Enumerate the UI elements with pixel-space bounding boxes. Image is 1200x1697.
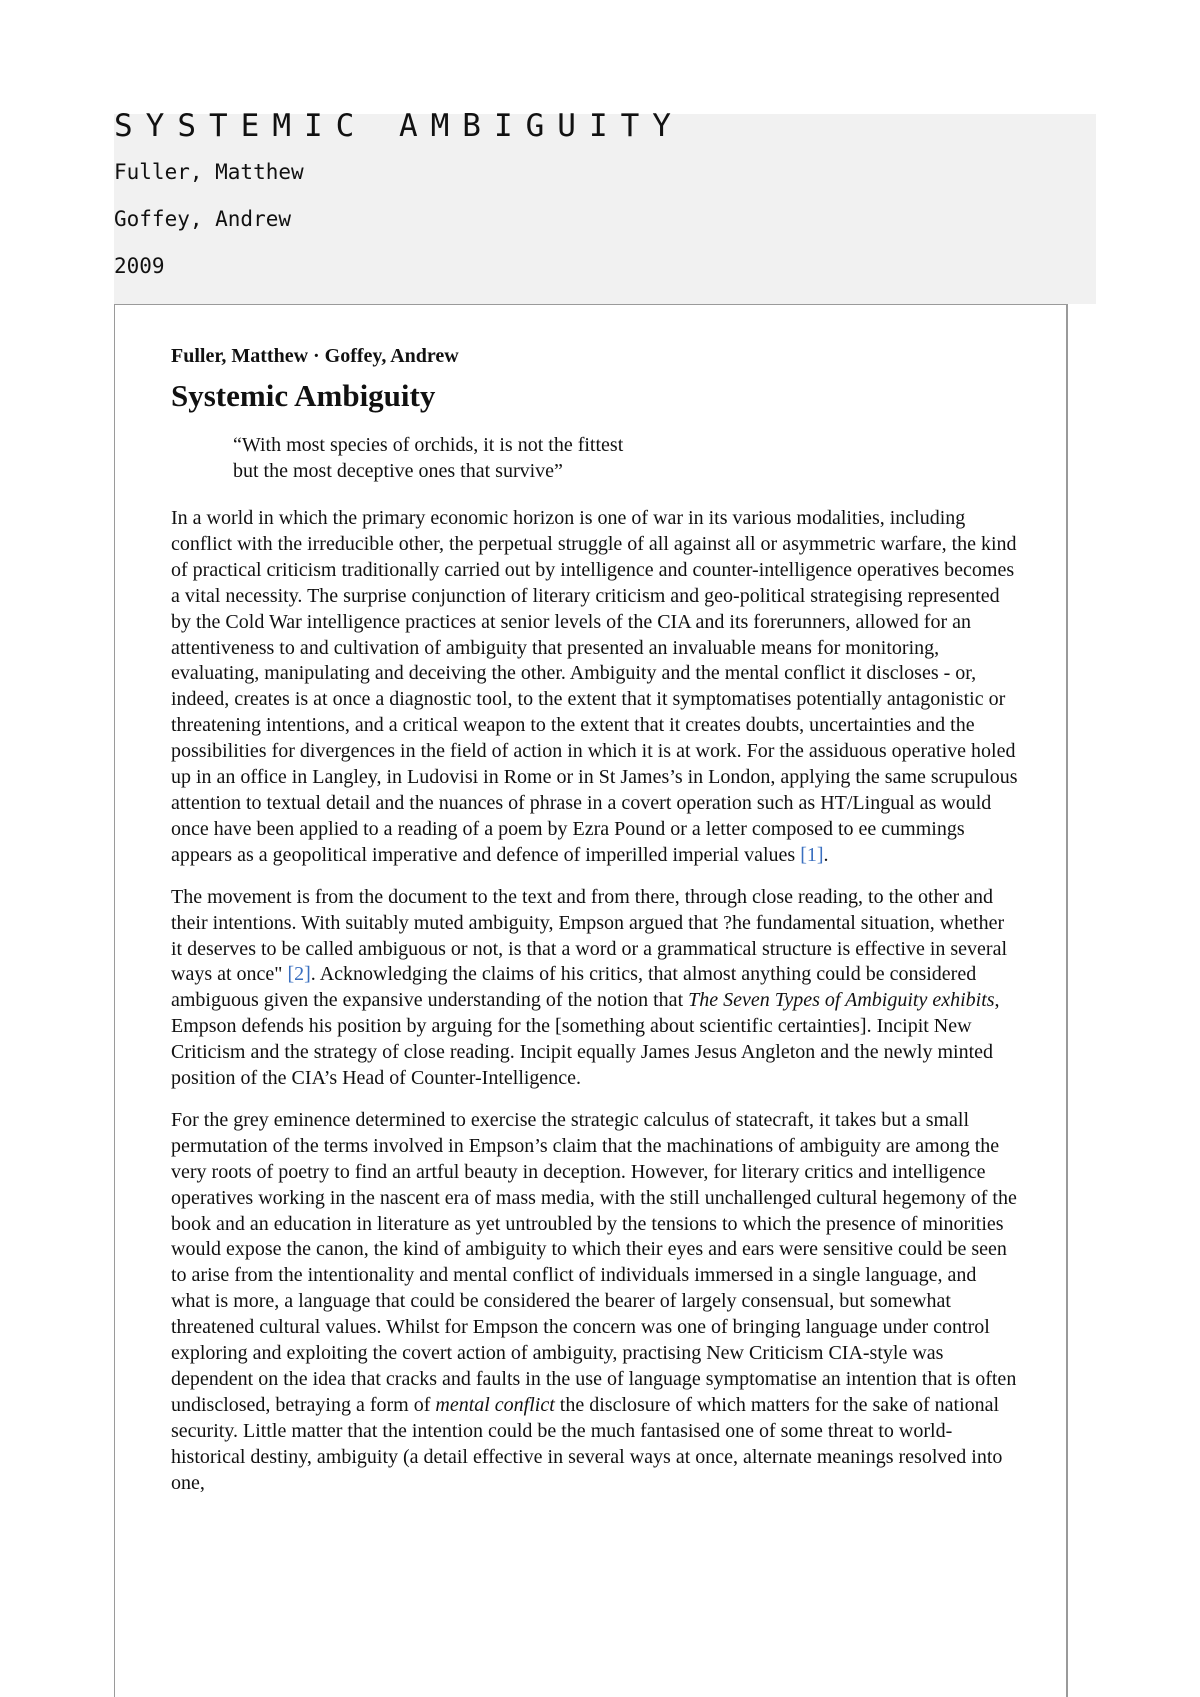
paragraph-1 [171, 506, 1019, 869]
page-title: SYSTEMIC AMBIGUITY [114, 108, 684, 144]
paragraph-2 [171, 885, 1019, 1092]
paragraph-2-text-b: . Acknowledging the claims of his critics, that almost anything could be considered ambiguous given the expansive understanding of the notion that [171, 963, 977, 1012]
footnote-link-2[interactable]: [2] [287, 963, 311, 986]
author-1: Fuller, Matthew [114, 160, 304, 184]
paragraph-1-end: . [823, 843, 829, 866]
emphasis-mental-conflict: mental conflict [435, 1393, 555, 1416]
epigraph-line-2: but the most deceptive ones that survive” [233, 460, 563, 482]
paragraph-3 [171, 1108, 1019, 1497]
document-body [171, 345, 1019, 1513]
epigraph [233, 432, 1019, 484]
paragraph-2-text-a: The movement is from the document to the text and from there, through close reading, to the other and their intentions. With suitably muted ambiguity, Empson argued that ?he fundamental situation, whether it deserves to be called ambiguous or not, is that a word or a grammatical structure is effective in several ways at once" [171, 885, 1008, 986]
document-authors: Fuller, Matthew · Goffey, Andrew [171, 345, 459, 367]
document-card [114, 304, 1068, 1697]
document-title: Systemic Ambiguity [171, 378, 436, 413]
paragraph-3-text-a: For the grey eminence determined to exercise the strategic calculus of statecraft, it takes but a small permutation of the terms involved in Empson’s claim that the machinations of ambiguity are among the very roots of poetry to find an artful beauty in deception. However, for literary critics and intelligence operatives working in the nascent era of mass media, with the still unchallenged cultural hegemony of the book and an education in literature as yet untroubled by the tensions to which the presence of minorities would expose the canon, the kind of ambiguity to which their eyes and ears were sensitive could be seen to arise from the intentionality and mental conflict of individuals immersed in a single language, and what is more, a language that could be considered the bearer of largely consensual, but somewhat threatened cultural values. Whilst for Empson the concern was one of bringing language under control exploring and exploiting the covert action of ambiguity, practising New Criticism CIA-style was dependent on the idea that cracks and faults in the use of language symptomatise an intention that is often undisclosed, betraying a form of [171, 1108, 1017, 1416]
footnote-link-1[interactable]: [1] [800, 843, 824, 866]
book-title: The Seven Types of Ambiguity exhibits [688, 989, 995, 1012]
epigraph-line-1: “With most species of orchids, it is not the fittest [233, 434, 624, 456]
paragraph-1-text: In a world in which the primary economic horizon is one of war in its various modalities, including conflict with the irreducible other, the perpetual struggle of all against all or asymmetric warfare, the kind of practical criticism traditionally carried out by intelligence and counter-intelligence operatives becomes a vital necessity. The surprise conjunction of literary criticism and geo-political strategising represented by the Cold War intelligence practices at senior levels of the CIA and its forerunners, allowed for an attentiveness to and cultivation of ambiguity that presented an invaluable means for monitoring, evaluating, manipulating and deceiving the other. Ambiguity and the mental conflict it discloses - or, indeed, creates is at once a diagnostic tool, to the extent that it symptomatises potentially antagonistic or threatening intentions, and a critical weapon to the extent that it creates doubts, uncertainties and the possibilities for divergences in the field of action in which it is at work. For the assiduous operative holed up in an office in Langley, in Ludovisi in Rome or in St James’s in London, applying the same scrupulous attention to textual detail and the nuances of phrase in a covert operation such as HT/Lingual as would once have been applied to a reading of a poem by Ezra Pound or a letter composed to ee cummings appears as a geopolitical imperative and defence of imperilled imperial values [171, 507, 1018, 866]
author-2: Goffey, Andrew [114, 207, 292, 231]
paragraph-2-text-c: , Empson defends his position by arguing for the [something about scientific certainties]. Incipit New Criticism and the strategy of close reading. Incipit equally James Jesus Angleton and the newly minted position of the CIA’s Head of Counter-Intelligence. [171, 989, 1000, 1090]
paragraph-3-text-b: the disclosure of which matters for the sake of national security. Little matter that the intention could be the much fantasised one of some threat to world-historical destiny, ambiguity (a detail effective in several ways at once, alternate meanings resolved into one, [171, 1393, 1003, 1494]
publication-year: 2009 [114, 254, 165, 278]
